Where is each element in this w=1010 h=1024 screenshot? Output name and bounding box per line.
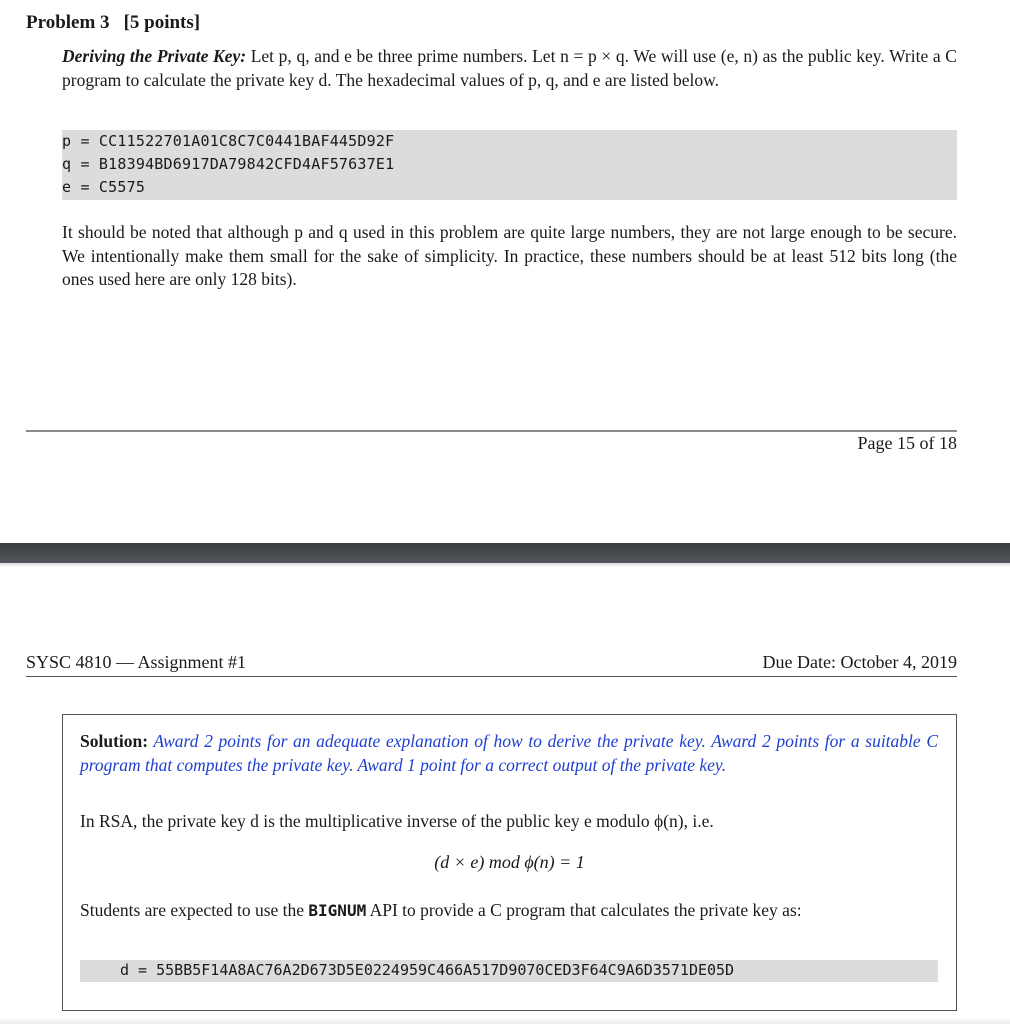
students-text-pre: Students are expected to use the bbox=[80, 900, 309, 920]
problem-title: Problem 3 bbox=[26, 12, 110, 33]
rsa-explanation: In RSA, the private key d is the multiplicative inverse of the public key e modulo ϕ(n), i.e. bbox=[80, 811, 714, 831]
security-note: It should be noted that although p and q used in this problem are quite large numbers, they are not large enough to be secure. We intentionally make them small for the sake of simplicity. In practice, these numbers should be at least 512 bits long (the ones used here are only 128 bits). bbox=[62, 222, 957, 289]
course-header: SYSC 4810 — Assignment #1 bbox=[26, 652, 247, 672]
page-top-shadow bbox=[0, 563, 1010, 567]
solution-grading bbox=[80, 729, 938, 777]
code-line-q: q = B18394BD6917DA79842CFD4AF57637E1 bbox=[62, 155, 395, 173]
page-number: Page 15 of 18 bbox=[857, 433, 957, 453]
header-divider bbox=[26, 676, 957, 677]
private-key-value: d = 55BB5F14A8AC76A2D673D5E0224959C466A517D9070CED3F64C9A6D3571DE05D bbox=[120, 961, 735, 979]
bignum-api: BIGNUM bbox=[308, 901, 367, 920]
code-line-e: e = C5575 bbox=[62, 178, 146, 196]
solution-label: Solution: bbox=[80, 731, 149, 751]
page-separator bbox=[0, 543, 1010, 563]
problem-description bbox=[62, 45, 957, 92]
page-bottom-shadow bbox=[0, 1018, 1010, 1024]
problem-points: [5 points] bbox=[123, 12, 201, 33]
grading-notes: Award 2 points for an adequate explanation of how to derive the private key. Award 2 points for a suitable C program that computes the private key. Award 1 point for a correct output of the private key. bbox=[80, 731, 938, 775]
students-text-post: API to provide a C program that calculates the private key as: bbox=[366, 900, 802, 920]
problem-heading bbox=[26, 12, 200, 34]
parameter-code-block bbox=[62, 130, 957, 200]
problem-lead: Deriving the Private Key: bbox=[62, 46, 247, 66]
footer-divider bbox=[26, 430, 957, 432]
students-instruction bbox=[80, 898, 938, 923]
problem-text: Let p, q, and e be three prime numbers. Let n = p × q. We will use (e, n) as the public key. Write a C program to calculate the private key d. The hexadecimal values of p, q, and e are listed below. bbox=[62, 46, 957, 90]
due-date-header: Due Date: October 4, 2019 bbox=[762, 652, 957, 672]
private-key-code-block bbox=[80, 960, 938, 982]
code-line-p: p = CC11522701A01C8C7C0441BAF445D92F bbox=[62, 132, 395, 150]
modular-inverse-equation: (d × e) mod ϕ(n) = 1 bbox=[434, 852, 585, 872]
